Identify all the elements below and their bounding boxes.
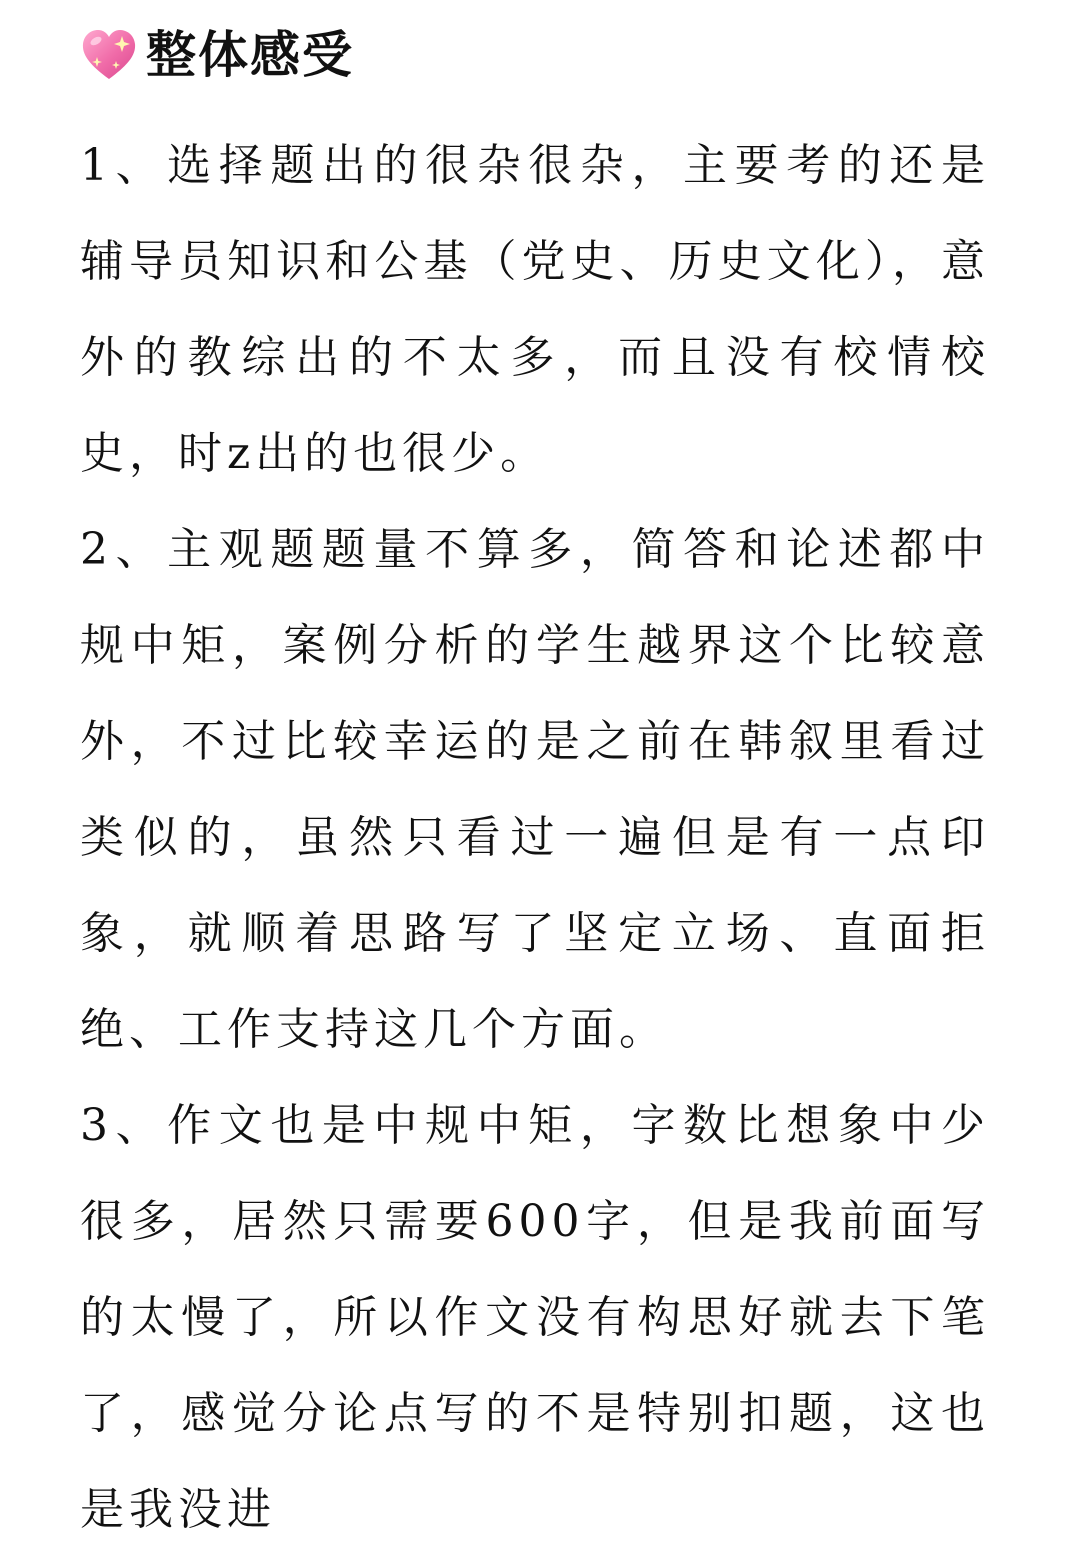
paragraph-2: 2、主观题题量不算多，简答和论述都中规中矩，案例分析的学生越界这个比较意外，不过比较幸运的是之前在韩叙里看过类似的，虽然只看过一遍但是有一点印象，就顺着思路写了坚定立场、直面拒绝、工作支持这几个方面。 (80, 524, 990, 1055)
article-body (80, 118, 990, 1558)
paragraph-1: 1、选择题出的很杂很杂，主要考的还是辅导员知识和公基（党史、历史文化），意外的教综出的不太多，而且没有校情校史，时z出的也很少。 (80, 140, 990, 479)
paragraph-3: 3、作文也是中规中矩，字数比想象中少很多，居然只需要600字，但是我前面写的太慢了，所以作文没有构思好就去下笔了，感觉分论点写的不是特别扣题，这也是我没进 (80, 1100, 990, 1535)
sparkling-heart-icon (80, 27, 138, 83)
section-heading (80, 20, 354, 90)
heading-title: 整体感受 (146, 26, 354, 84)
